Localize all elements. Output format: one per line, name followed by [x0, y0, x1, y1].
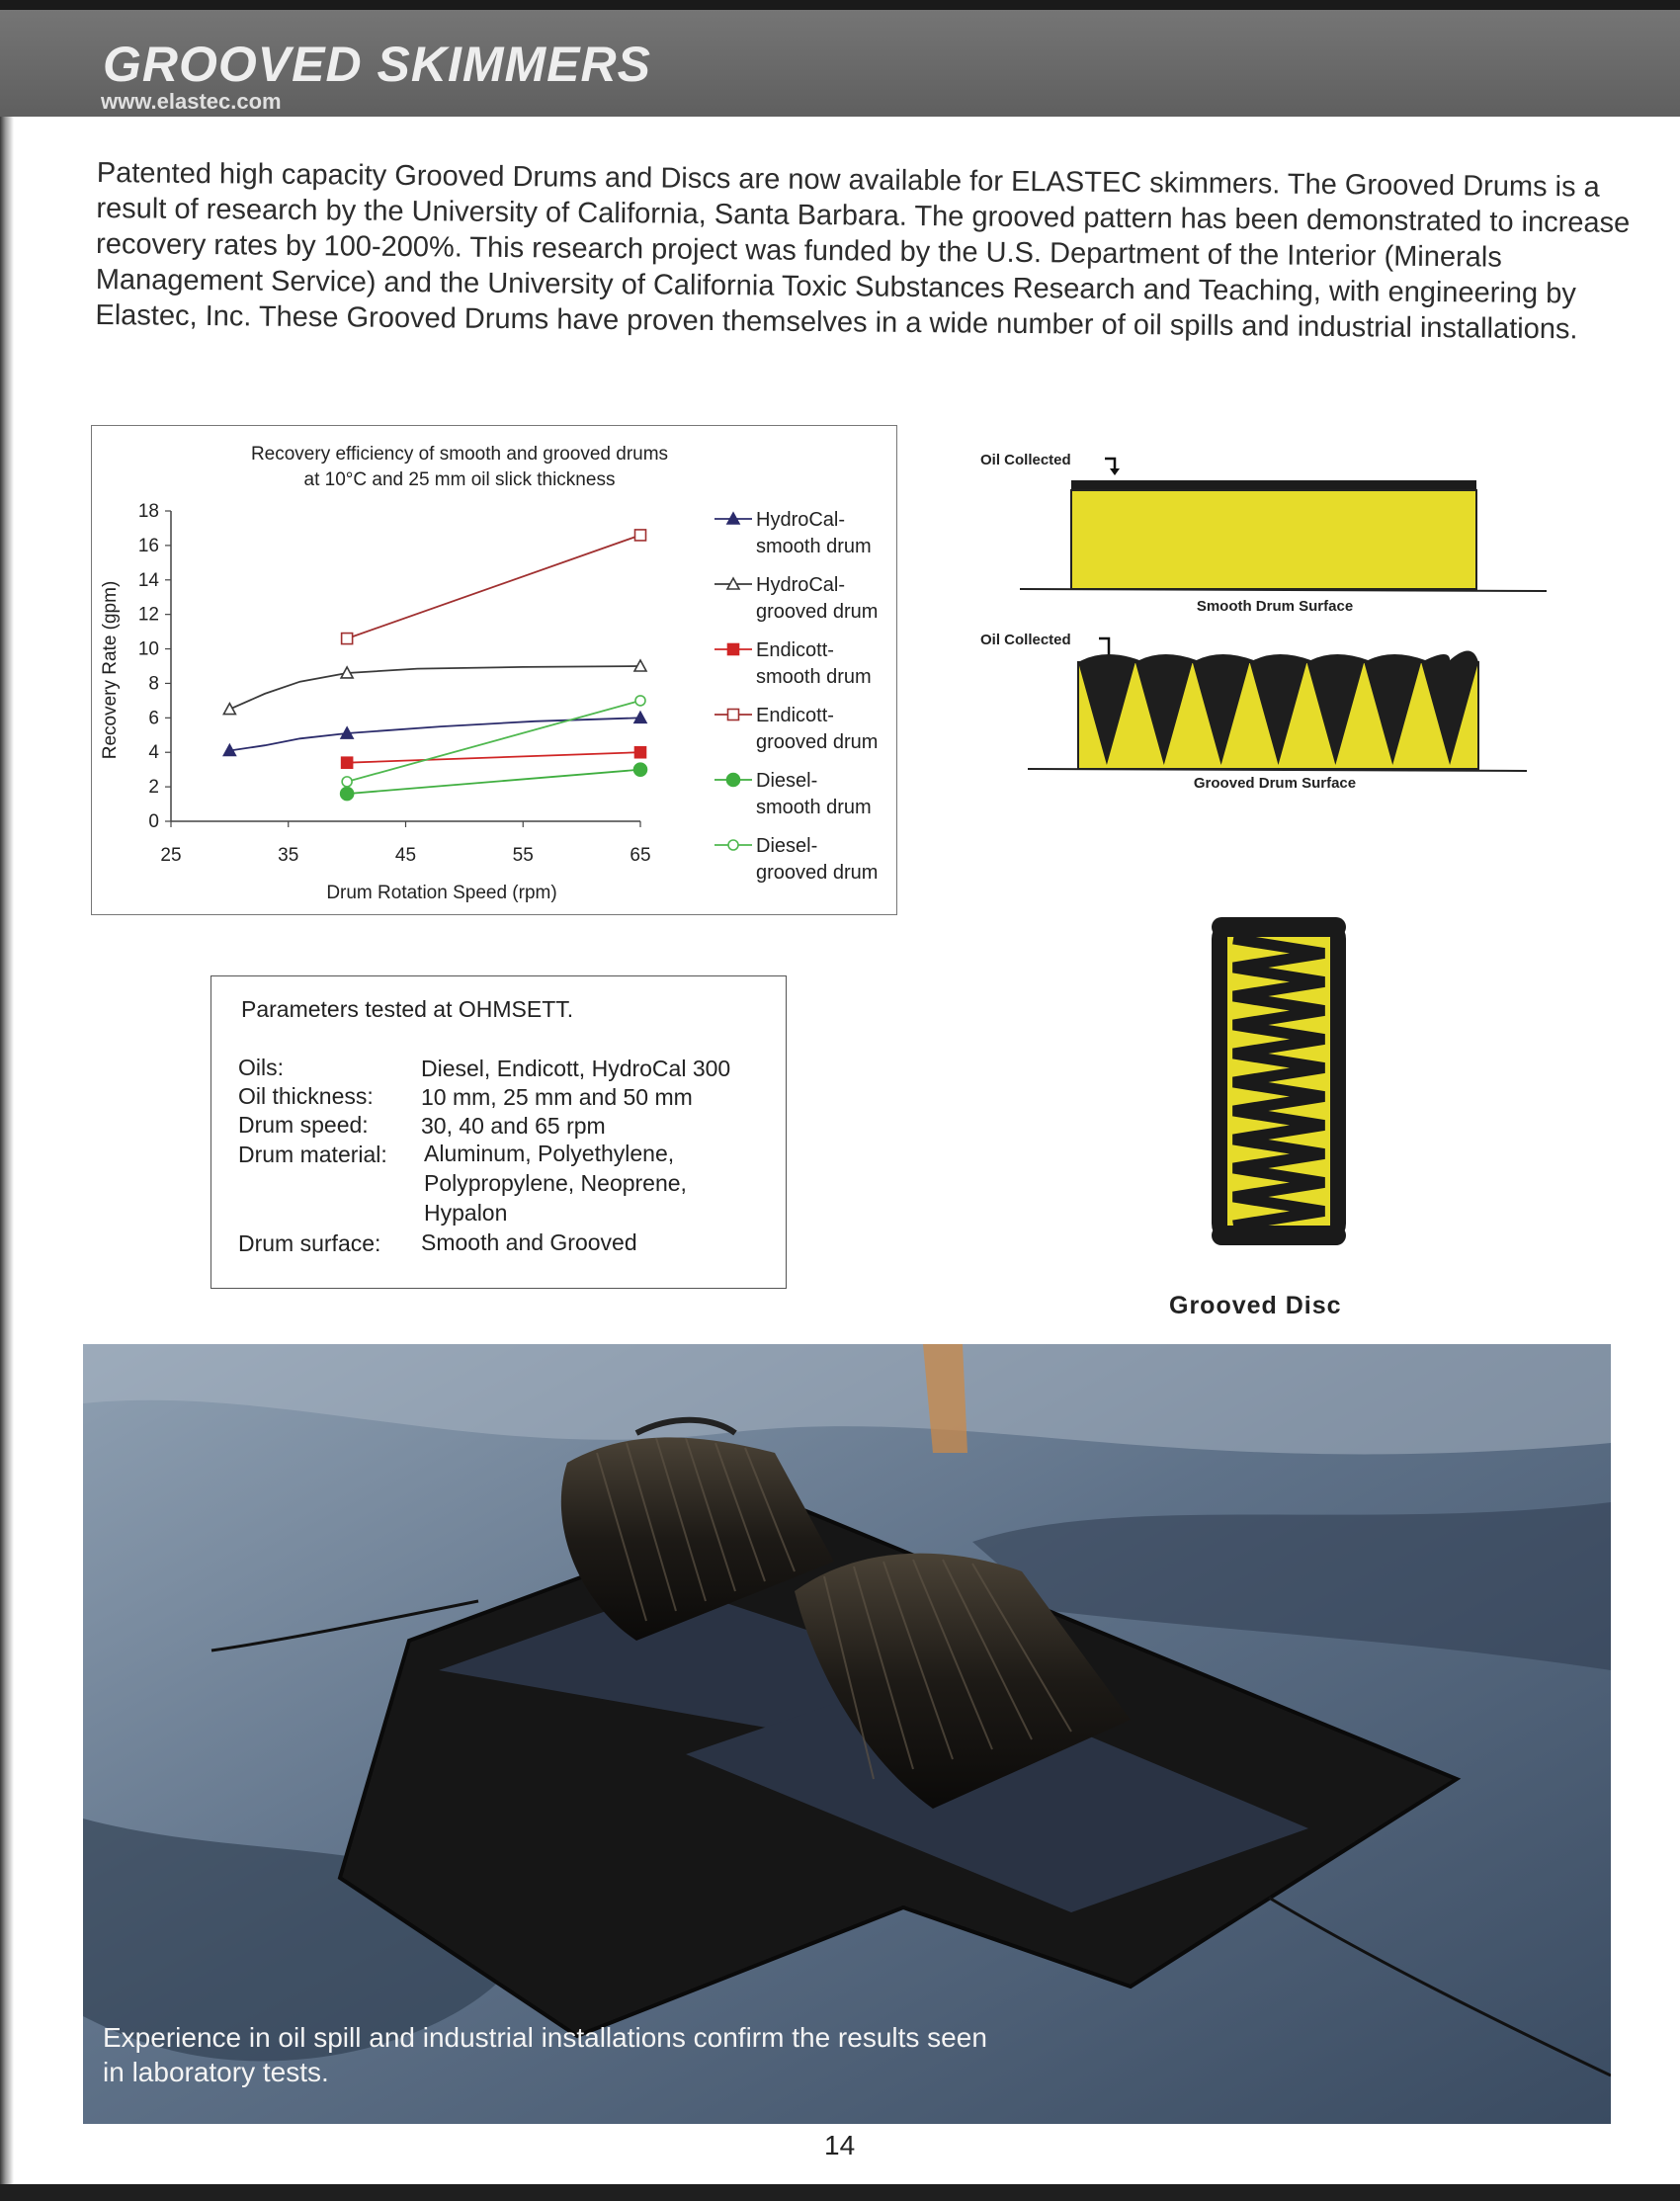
page-number: 14: [824, 2130, 856, 2160]
legend-label: Diesel-: [756, 835, 818, 857]
chart-legend: [714, 509, 878, 884]
y-tick-label: 2: [148, 777, 159, 799]
chart-canvas: [92, 426, 896, 914]
grooved-disc-caption: Grooved Disc: [1169, 1292, 1342, 1319]
param-value-thickness: 10 mm, 25 mm and 50 mm: [421, 1084, 693, 1110]
grooved-drum-diagram: [968, 625, 1561, 803]
legend-label: HydroCal-: [756, 509, 846, 531]
data-point: [634, 763, 647, 776]
x-tick-label: 55: [512, 845, 534, 866]
grooved-surface-label: Grooved Drum Surface: [1193, 775, 1357, 792]
bottom-edge: [0, 2184, 1680, 2201]
y-tick-label: 14: [137, 569, 159, 591]
oil-collected-label-grooved: Oil Collected: [980, 632, 1071, 648]
y-tick-label: 10: [137, 638, 159, 660]
series-line-4: [347, 770, 640, 794]
page-binding-edge: [0, 117, 14, 2201]
data-point: [342, 634, 353, 644]
disc-top-rim: [1212, 917, 1346, 937]
data-point: [635, 696, 645, 706]
data-point: [635, 747, 646, 758]
param-label-surface: Drum surface:: [238, 1230, 381, 1256]
legend-label: Diesel-: [756, 770, 818, 792]
legend-label: smooth drum: [756, 666, 872, 688]
x-tick-label: 35: [278, 845, 299, 866]
photo-caption: Experience in oil spill and industrial installations confirm the results seen in laboratory tests.: [103, 2022, 987, 2087]
series-line-2: [347, 752, 640, 763]
legend-label: grooved drum: [756, 601, 879, 623]
legend-label: smooth drum: [756, 797, 872, 818]
parameters-box: [210, 975, 787, 1289]
header-url: www.elastec.com: [101, 89, 282, 114]
smooth-drum-body: [1071, 490, 1476, 589]
y-tick-label: 12: [137, 604, 159, 626]
legend-marker-5: [728, 840, 738, 850]
chart-title-line-1: Recovery efficiency of smooth and grooved drums: [250, 444, 669, 465]
param-label-oils: Oils:: [238, 1055, 284, 1080]
x-tick-label: 25: [160, 845, 182, 866]
smooth-surface-label: Smooth Drum Surface: [1196, 598, 1354, 615]
x-tick-label: 65: [630, 845, 651, 866]
y-tick-label: 8: [148, 673, 159, 695]
disc-bottom-rim: [1212, 1226, 1346, 1245]
data-point: [635, 530, 646, 541]
series-line-3: [347, 535, 640, 638]
param-value-oils: Diesel, Endicott, HydroCal 300: [421, 1056, 731, 1081]
data-point: [223, 704, 235, 715]
oil-collected-label-smooth: Oil Collected: [980, 452, 1071, 468]
x-axis-label: Drum Rotation Speed (rpm): [326, 883, 557, 903]
y-tick-label: 6: [148, 708, 159, 729]
y-tick-label: 18: [137, 501, 159, 522]
data-point: [342, 757, 353, 768]
data-point: [341, 788, 354, 801]
grooved-disc-diagram: [1208, 913, 1350, 1249]
arrow-head: [1110, 468, 1120, 475]
recovery-chart: [91, 425, 897, 915]
skimmer-photo: [83, 1344, 1611, 2124]
param-value-surface: Smooth and Grooved: [421, 1229, 637, 1255]
data-point: [342, 777, 352, 787]
legend-label: grooved drum: [756, 731, 879, 753]
legend-label: grooved drum: [756, 862, 879, 884]
param-label-thickness: Oil thickness:: [238, 1083, 374, 1109]
chart-title-line-2: at 10°C and 25 mm oil slick thickness: [303, 469, 616, 490]
param-value-speed: 30, 40 and 65 rpm: [421, 1113, 606, 1139]
legend-label: smooth drum: [756, 536, 872, 557]
header-top-edge: [0, 0, 1680, 10]
series-line-1: [229, 666, 640, 710]
legend-label: Endicott-: [756, 705, 834, 726]
x-tick-label: 45: [394, 845, 417, 866]
legend-label: HydroCal-: [756, 574, 846, 596]
param-value-material: Aluminum, Polyethylene, Polypropylene, Neoprene, Hypalon: [424, 1141, 687, 1226]
skimmer-photo-illustration: [83, 1344, 1611, 2124]
param-label-material: Drum material:: [238, 1142, 387, 1167]
legend-label: Endicott-: [756, 639, 834, 661]
series-line-0: [229, 718, 640, 750]
parameters-title: Parameters tested at OHMSETT.: [241, 996, 574, 1022]
series-line-5: [347, 701, 640, 782]
y-axis-label: Recovery Rate (gpm): [100, 580, 121, 760]
y-tick-label: 16: [137, 535, 159, 556]
oil-layer: [1071, 480, 1476, 490]
intro-paragraph: Patented high capacity Grooved Drums and Discs are now available for ELASTEC skimmers. The Grooved Drums is a result of research by the University of California, Santa Barbara. The grooved pattern has been demonstrated to increase recovery rates by 100-200%. This research project was funded by the U.S. Department of the Interior (Minerals Management Service) and the University of California Toxic Substances Research and Teaching, with engineering by Elastec, Inc. These Grooved Drums have proven themselves in a wide number of oil spills and industrial installations.: [95, 156, 1631, 346]
y-tick-label: 0: [148, 811, 159, 832]
smooth-drum-diagram: [968, 445, 1561, 618]
legend-marker-4: [727, 774, 740, 787]
chart-axes: [138, 501, 651, 866]
param-label-speed: Drum speed:: [238, 1112, 369, 1138]
y-tick-label: 4: [148, 742, 159, 764]
page-title: GROOVED SKIMMERS: [103, 37, 651, 92]
chart-series-group: [223, 530, 646, 801]
legend-marker-3: [728, 710, 739, 720]
legend-marker-2: [728, 644, 739, 655]
